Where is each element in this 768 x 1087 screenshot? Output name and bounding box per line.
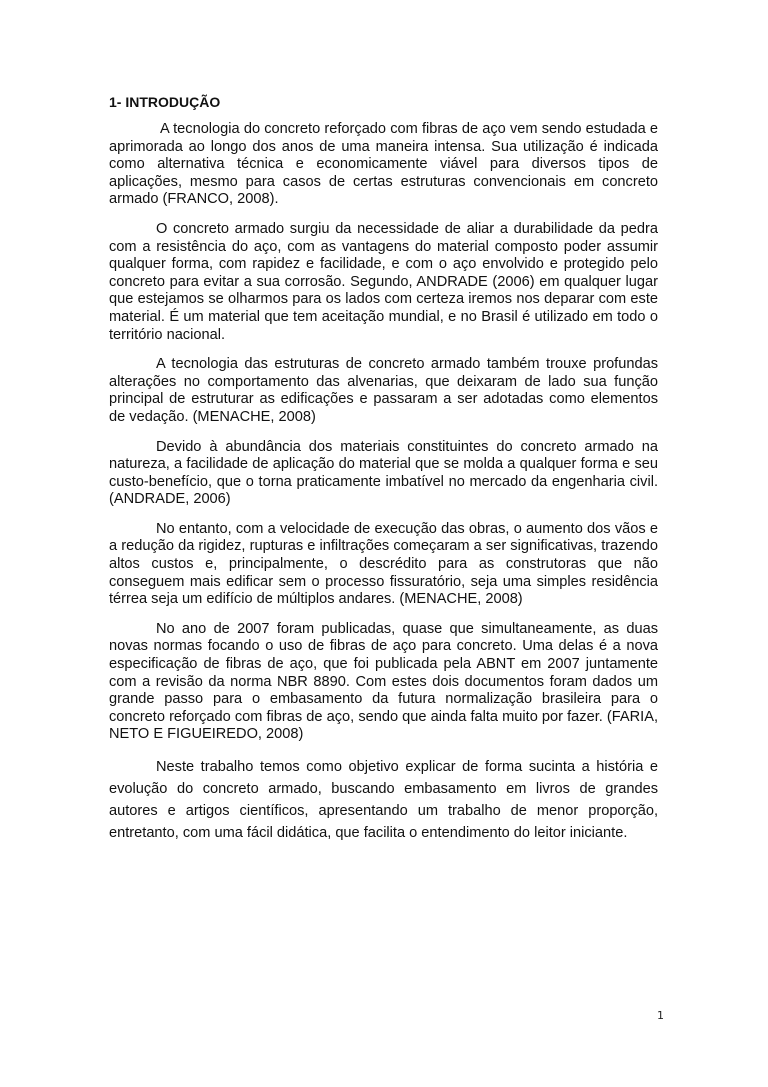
paragraph-intro: A tecnologia do concreto reforçado com fibras de aço vem sendo estudada e aprimorada ao longo dos anos de uma maneira intensa. Sua utilização é indicada como alternativa técnica e economicamente viável para diversos tipos de aplicações, mesmo para casos de certas estruturas convencionais em concreto armado (FRANCO, 2008).: [109, 121, 658, 208]
paragraph-cracking: No entanto, com a velocidade de execução das obras, o aumento dos vãos e a redução da rigidez, rupturas e infiltrações começaram a ser significativas, trazendo altos custos e, principalmente, o descrédito para as construtoras que não conseguem mais edificar sem o processo fissuratório, seja uma simples residência térrea seja um edifício de múltiplos andares. (MENACHE, 2008): [109, 520, 658, 608]
paragraph-origin: O concreto armado surgiu da necessidade de aliar a durabilidade da pedra com a resistência do aço, com as vantagens do material composto poder assumir qualquer forma, com rapidez e facilidade, e com o aço envolvido e protegido pelo concreto para evitar a sua corrosão. Segundo, ANDRADE (2006) em qualquer lugar que estejamos se olharmos para os lados com certeza iremos nos deparar com este material. É um material que tem aceitação mundial, e no Brasil é utilizado em todo o território nacional.: [109, 220, 658, 343]
paragraph-standards: No ano de 2007 foram publicadas, quase que simultaneamente, as duas novas normas focando o uso de fibras de aço para concreto. Uma delas é a nova especificação de fibras de aço, que foi publicada pela ABNT em 2007 juntamente com a revisão da norma NBR 8890. Com estes dois documentos foram dados um grande passo para o embasamento da futura normalização brasileira para o concreto reforçado com fibras de aço, sendo que ainda falta muito por fazer. (FARIA, NETO E FIGUEIREDO, 2008): [109, 620, 658, 743]
paragraph-objective: Neste trabalho temos como objetivo explicar de forma sucinta a história e evolução do concreto armado, buscando embasamento em livros de grandes autores e artigos científicos, apresentando um trabalho de menor proporção, entretanto, com uma fácil didática, que facilita o entendimento do leitor iniciante.: [109, 759, 658, 841]
document-page: [109, 93, 658, 856]
paragraph-masonry: A tecnologia das estruturas de concreto armado também trouxe profundas alterações no comportamento das alvenarias, que deixaram de lado sua função principal de estruturar as edificações e passaram a ser adotadas como elementos de vedação. (MENACHE, 2008): [109, 356, 658, 425]
section-heading: 1- INTRODUÇÃO: [109, 94, 221, 110]
page-number: 1: [657, 1009, 664, 1022]
paragraph-abundance: Devido à abundância dos materiais constituintes do concreto armado na natureza, a facilidade de aplicação do material que se molda a qualquer forma e seu custo-benefício, que o torna praticamente imbatível no mercado da engenharia civil. (ANDRADE, 2006): [109, 438, 658, 508]
